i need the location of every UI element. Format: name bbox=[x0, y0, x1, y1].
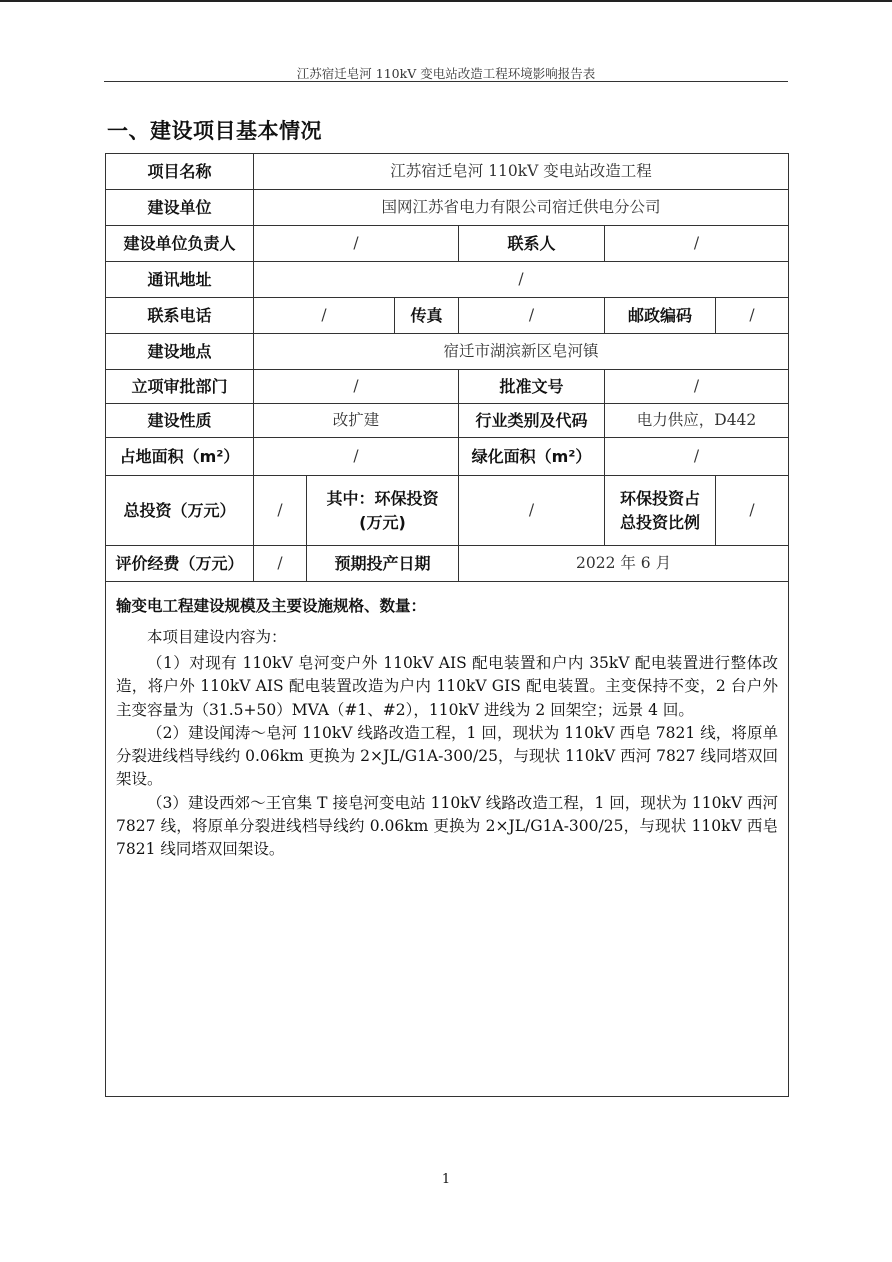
project-info-table bbox=[105, 153, 789, 1097]
fax-value: / bbox=[459, 298, 605, 334]
builder-head-value: / bbox=[254, 226, 459, 262]
page-number: 1 bbox=[441, 1172, 451, 1187]
env-invest-label-line2: (万元) bbox=[359, 512, 406, 532]
total-invest-value: / bbox=[254, 476, 307, 546]
address-label: 通讯地址 bbox=[106, 262, 254, 298]
row-address bbox=[106, 262, 789, 298]
row-scale bbox=[106, 582, 789, 1097]
scale-title: 输变电工程建设规模及主要设施规格、数量： bbox=[116, 597, 427, 615]
row-nature bbox=[106, 404, 789, 438]
row-builder-head bbox=[106, 226, 789, 262]
page-header: 江苏宿迁皂河 110kV 变电站改造工程环境影响报告表 bbox=[296, 66, 596, 81]
industry-value: 电力供应，D442 bbox=[605, 404, 789, 438]
land-area-label bbox=[106, 438, 254, 476]
row-investment bbox=[106, 476, 789, 546]
eval-fee-label: 评价经费（万元） bbox=[106, 546, 254, 582]
env-invest-label bbox=[307, 476, 459, 546]
section-title: 一、建设项目基本情况 bbox=[107, 119, 322, 143]
scale-cell bbox=[106, 582, 789, 1097]
postcode-value: / bbox=[716, 298, 789, 334]
contact-value: / bbox=[605, 226, 789, 262]
scale-item-3: （3）建设西郊～王官集 T 接皂河变电站 110kV 线路改造工程，1 回，现状为 110kV 西河 7827 线，将原单分裂进线档导线约 0.06km 更换为 2×JL/G1A-300/25，与现状 110kV 西皂 7821 线同塔双回架设。 bbox=[116, 793, 779, 858]
row-builder bbox=[106, 190, 789, 226]
builder-label: 建设单位 bbox=[106, 190, 254, 226]
prod-date-label: 预期投产日期 bbox=[307, 546, 459, 582]
postcode-label: 邮政编码 bbox=[605, 298, 716, 334]
approval-no-value: / bbox=[605, 370, 789, 404]
scale-item-1: （1）对现有 110kV 皂河变户外 110kV AIS 配电装置和户内 35kV 配电装置进行整体改造，将户外 110kV AIS 配电装置改造为户内 110kV GIS 配电装置。主变保持不变，2 台户外主变容量为（31.5+50）MVA（#1、#2），110kV 进线为 2 回架空；远景 4 回。 bbox=[116, 654, 779, 719]
top-border-line bbox=[0, 0, 892, 2]
row-location bbox=[106, 334, 789, 370]
land-area-value: / bbox=[254, 438, 459, 476]
nature-label: 建设性质 bbox=[106, 404, 254, 438]
nature-value: 改扩建 bbox=[254, 404, 459, 438]
contact-label: 联系人 bbox=[459, 226, 605, 262]
approval-dept-label: 立项审批部门 bbox=[106, 370, 254, 404]
green-area-unit: （m²） bbox=[535, 446, 592, 466]
env-invest-value: / bbox=[459, 476, 605, 546]
phone-value: / bbox=[254, 298, 395, 334]
row-phone bbox=[106, 298, 789, 334]
prod-date-value: 2022 年 6 月 bbox=[459, 546, 789, 582]
project-name-value: 江苏宿迁皂河 110kV 变电站改造工程 bbox=[254, 154, 789, 190]
row-eval bbox=[106, 546, 789, 582]
scale-intro: 本项目建设内容为： bbox=[147, 628, 287, 646]
fax-label: 传真 bbox=[395, 298, 459, 334]
env-ratio-label-line2: 总投资比例 bbox=[619, 512, 700, 532]
location-label: 建设地点 bbox=[106, 334, 254, 370]
env-ratio-label-line1: 环保投资占 bbox=[619, 488, 700, 508]
approval-dept-value: / bbox=[254, 370, 459, 404]
scale-item-2: （2）建设闻涛～皂河 110kV 线路改造工程，1 回，现状为 110kV 西皂 7821 线，将原单分裂进线档导线约 0.06km 更换为 2×JL/G1A-300/25，与现状 110kV 西河 7827 线同塔双回架设。 bbox=[116, 723, 779, 789]
row-project-name bbox=[106, 154, 789, 190]
row-approval bbox=[106, 370, 789, 404]
builder-value: 国网江苏省电力有限公司宿迁供电分公司 bbox=[254, 190, 789, 226]
total-invest-label: 总投资（万元） bbox=[106, 476, 254, 546]
approval-no-label: 批准文号 bbox=[459, 370, 605, 404]
eval-fee-value: / bbox=[254, 546, 307, 582]
env-ratio-label bbox=[605, 476, 716, 546]
green-area-label bbox=[459, 438, 605, 476]
header-rule bbox=[104, 81, 788, 82]
green-area-label-text: 绿化面积 bbox=[471, 446, 536, 466]
land-area-unit: （m²） bbox=[183, 446, 240, 466]
project-name-label: 项目名称 bbox=[106, 154, 254, 190]
builder-head-label: 建设单位负责人 bbox=[106, 226, 254, 262]
land-area-label-text: 占地面积 bbox=[119, 446, 184, 466]
address-value: / bbox=[254, 262, 789, 298]
env-ratio-value: / bbox=[716, 476, 789, 546]
row-area bbox=[106, 438, 789, 476]
phone-label: 联系电话 bbox=[106, 298, 254, 334]
industry-label: 行业类别及代码 bbox=[459, 404, 605, 438]
green-area-value: / bbox=[605, 438, 789, 476]
location-value: 宿迁市湖滨新区皂河镇 bbox=[254, 334, 789, 370]
env-invest-label-line1: 其中：环保投资 bbox=[326, 488, 439, 508]
